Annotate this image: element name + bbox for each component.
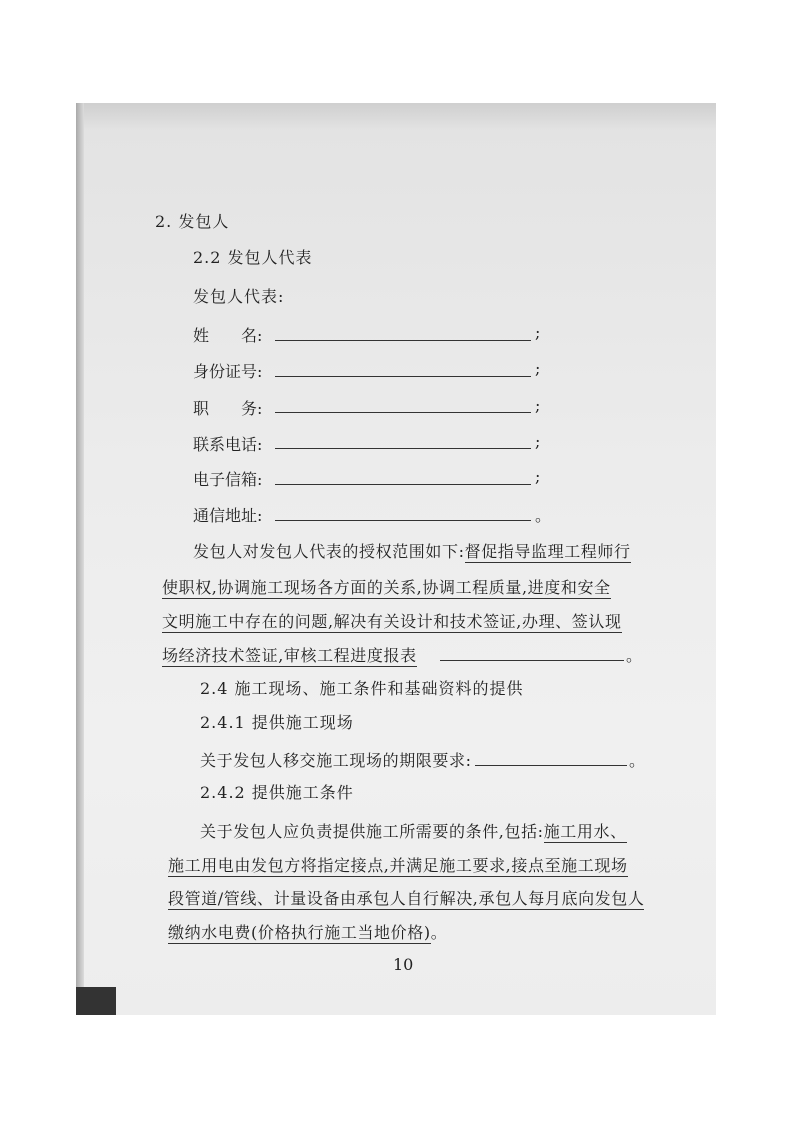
field-label-position: 职 务: [193, 399, 263, 418]
conditions-line-3 [168, 886, 644, 909]
address-blank[interactable] [275, 520, 531, 521]
conditions-end: 。 [430, 923, 448, 942]
conditions-4: 缴纳水电费(价格执行施工当地价格) [168, 923, 431, 942]
authority-scope-start: 督促指导监理工程师行 [464, 542, 631, 561]
handover-blank[interactable] [475, 765, 627, 766]
authority-scope-4: 场经济技术签证,审核工程进度报表 [162, 646, 417, 665]
phone-blank[interactable] [275, 448, 531, 449]
page-shadow-edge [76, 103, 84, 1015]
authority-line-3 [162, 609, 622, 632]
authority-scope-3: 文明施工中存在的问题,解决有关设计和技术签证,办理、签认现 [162, 612, 622, 631]
handover-label: 关于发包人移交施工现场的期限要求: [200, 751, 472, 770]
id-number-end: ; [535, 359, 541, 378]
section-title: 2. 发包人 [155, 212, 230, 231]
subsection-2-4: 2.4 施工现场、施工条件和基础资料的提供 [200, 679, 524, 698]
conditions-start: 施工用水、 [543, 822, 627, 841]
authority-line-2 [162, 575, 611, 598]
page-number: 10 [393, 955, 414, 974]
name-blank[interactable] [275, 340, 531, 341]
subsection-2-2: 2.2 发包人代表 [193, 248, 313, 267]
field-label-phone: 联系电话: [193, 435, 263, 454]
field-label-name: 姓 名: [193, 326, 263, 345]
email-end: ; [535, 467, 541, 486]
address-end: 。 [535, 506, 552, 525]
position-end: ; [535, 396, 541, 415]
authority-blank[interactable] [440, 660, 624, 661]
conditions-lead: 关于发包人应负责提供施工所需要的条件,包括: [200, 822, 544, 841]
representative-heading: 发包人代表: [193, 287, 285, 306]
email-blank[interactable] [275, 484, 531, 485]
field-label-email: 电子信箱: [193, 470, 263, 489]
conditions-3: 段管道/管线、计量设备由承包人自行解决,承包人每月底向发包人 [168, 889, 645, 908]
subsection-2-4-2: 2.4.2 提供施工条件 [200, 783, 354, 802]
conditions-2: 施工用电由发包方将指定接点,并满足施工要求,接点至施工现场 [168, 856, 628, 875]
name-end: ; [535, 323, 541, 342]
authority-lead: 发包人对发包人代表的授权范围如下: [193, 542, 465, 561]
authority-line-4 [162, 643, 417, 666]
conditions-line-2 [168, 853, 628, 876]
dark-corner [76, 987, 116, 1015]
phone-end: ; [535, 432, 541, 451]
id-number-blank[interactable] [275, 376, 531, 377]
authority-end: 。 [626, 646, 643, 665]
field-label-address: 通信地址: [193, 506, 263, 525]
authority-line-1 [193, 539, 631, 562]
handover-end: 。 [629, 751, 646, 770]
position-blank[interactable] [275, 412, 531, 413]
field-label-id-number: 身份证号: [193, 362, 263, 381]
subsection-2-4-1: 2.4.1 提供施工现场 [200, 713, 354, 732]
authority-scope-2: 使职权,协调施工现场各方面的关系,协调工程质量,进度和安全 [162, 578, 611, 597]
conditions-line-1 [200, 819, 627, 842]
conditions-line-4 [168, 920, 447, 943]
